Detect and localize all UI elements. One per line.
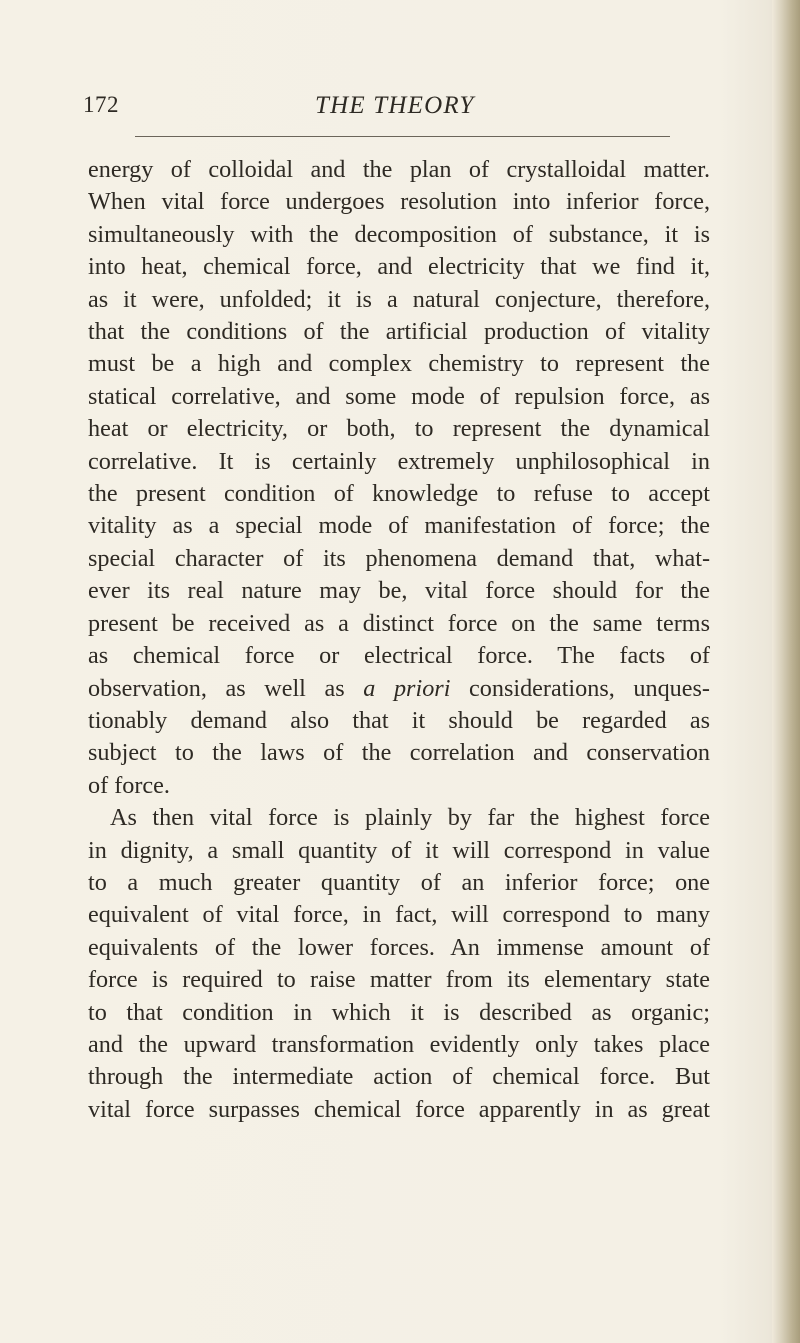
text-line: equivalents of the lower forces. An immense amount of	[88, 933, 710, 961]
text-line: correlative. It is certainly extremely unphilosophical in	[88, 447, 710, 475]
header-rule	[135, 136, 670, 137]
page-number: 172	[83, 92, 119, 117]
text-line-mixed	[88, 673, 710, 705]
text-line: vital force surpasses chemical force apparently in as great	[88, 1095, 710, 1123]
page-header	[83, 92, 723, 132]
text-line: to that condition in which it is described as organic;	[88, 998, 710, 1026]
text-line: simultaneously with the decomposition of substance, it is	[88, 220, 710, 248]
body-text	[88, 154, 710, 1126]
text-line: subject to the laws of the correlation and conservation	[88, 739, 710, 767]
text-line: present be received as a distinct force on the same terms	[88, 609, 710, 637]
text-line: special character of its phenomena demand that, what-	[88, 544, 710, 572]
text-line: tionably demand also that it should be regarded as	[88, 706, 710, 734]
text-line: force is required to raise matter from its elementary state	[88, 966, 710, 994]
paragraph-start-line: As then vital force is plainly by far the highest force	[110, 804, 710, 832]
text-line: the present condition of knowledge to refuse to accept	[88, 480, 710, 508]
text-line: of force.	[88, 771, 170, 799]
text-line: statical correlative, and some mode of repulsion force, as	[88, 382, 710, 410]
text-segment: considerations, unques-	[469, 674, 710, 702]
text-line: vitality as a special mode of manifestation of force; the	[88, 512, 710, 540]
latin-phrase: a priori	[363, 674, 451, 702]
page-edge-shadow	[772, 0, 800, 1343]
running-head: THE THEORY	[315, 92, 475, 119]
text-line: ever its real nature may be, vital force should for the	[88, 577, 710, 605]
text-line: and the upward transformation evidently only takes place	[88, 1030, 710, 1058]
text-line: through the intermediate action of chemical force. But	[88, 1063, 710, 1091]
text-line: heat or electricity, or both, to represent the dynamical	[88, 415, 710, 443]
text-line: When vital force undergoes resolution into inferior force,	[88, 188, 710, 216]
text-line: to a much greater quantity of an inferior force; one	[88, 868, 710, 896]
text-line: energy of colloidal and the plan of crystalloidal matter.	[88, 156, 710, 183]
text-line: as it were, unfolded; it is a natural conjecture, therefore,	[88, 285, 710, 313]
text-line: equivalent of vital force, in fact, will correspond to many	[88, 901, 710, 929]
text-line: as chemical force or electrical force. The facts of	[88, 642, 710, 670]
text-segment: observation, as well as	[88, 674, 345, 702]
text-line: that the conditions of the artificial production of vitality	[88, 318, 710, 346]
text-line: in dignity, a small quantity of it will correspond in value	[88, 836, 710, 864]
text-line: into heat, chemical force, and electricity that we find it,	[88, 253, 710, 281]
text-line: must be a high and complex chemistry to represent the	[88, 350, 710, 378]
